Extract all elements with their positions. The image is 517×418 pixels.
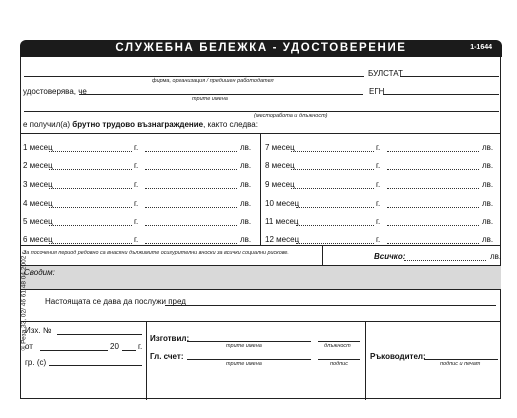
sodim-top-rule <box>21 265 501 266</box>
prepared-name-field[interactable] <box>187 341 311 342</box>
outgoing-number-label: Изх. № <box>25 326 52 335</box>
month-currency: лв. <box>482 235 494 244</box>
month-period-field[interactable] <box>291 169 374 170</box>
month-year-suffix: г. <box>376 180 381 189</box>
month-period-field[interactable] <box>296 243 374 244</box>
month-period-field[interactable] <box>49 225 132 226</box>
month-amount-field[interactable] <box>387 188 479 189</box>
sodim-label: Сводим: <box>24 268 55 277</box>
form-header <box>20 40 502 57</box>
chief-accountant-signature-field[interactable] <box>318 359 360 360</box>
month-amount-field[interactable] <box>145 151 237 152</box>
certifies-label: удостоверява, че <box>23 87 87 96</box>
month-label: 7 месец <box>265 143 295 152</box>
position-caption: (месторабота и длъжност) <box>254 113 328 119</box>
month-year-suffix: г. <box>376 217 381 226</box>
total-divider <box>322 246 323 265</box>
outgoing-from-label: от <box>25 342 33 351</box>
outgoing-year-suffix: г. <box>138 342 143 351</box>
month-year-suffix: г. <box>134 143 139 152</box>
sodim-bottom-rule <box>21 289 501 290</box>
month-currency: лв. <box>482 143 494 152</box>
month-period-field[interactable] <box>49 207 132 208</box>
months-divider <box>260 134 261 245</box>
side-print-info: ® Реза 33, 02/ 46 61 48 04.2002 г. <box>20 250 28 351</box>
outgoing-year-field[interactable] <box>122 350 136 351</box>
purpose-field[interactable] <box>165 305 496 306</box>
total-label: Всичко: <box>374 252 406 261</box>
month-amount-field[interactable] <box>145 188 237 189</box>
outgoing-city-label: гр. (с) <box>25 358 47 367</box>
month-currency: лв. <box>482 217 494 226</box>
total-field[interactable] <box>404 260 486 261</box>
egn-field[interactable] <box>383 94 499 95</box>
bottom-divider-2 <box>365 322 366 400</box>
month-label: 10 месец <box>265 199 300 208</box>
employer-caption: фирма, организация / предишен работодател <box>152 78 274 84</box>
month-period-field[interactable] <box>49 188 132 189</box>
month-amount-field[interactable] <box>387 225 479 226</box>
month-label: 1 месец <box>23 143 53 152</box>
month-period-field[interactable] <box>49 243 132 244</box>
month-period-field[interactable] <box>49 169 132 170</box>
month-amount-field[interactable] <box>145 225 237 226</box>
month-currency: лв. <box>240 199 252 208</box>
month-amount-field[interactable] <box>387 207 479 208</box>
month-amount-field[interactable] <box>145 207 237 208</box>
months-top-rule <box>21 133 501 134</box>
outgoing-number-field[interactable] <box>57 334 142 335</box>
month-label: 8 месец <box>265 161 295 170</box>
month-amount-field[interactable] <box>387 169 479 170</box>
month-year-suffix: г. <box>134 199 139 208</box>
prepared-position-caption: длъжност <box>324 343 351 349</box>
month-label: 2 месец <box>23 161 53 170</box>
bulstat-label: БУЛСТАТ <box>368 69 403 78</box>
form-title: СЛУЖЕБНА БЕЛЕЖКА - УДОСТОВЕРЕНИЕ <box>115 42 407 54</box>
bottom-divider-1 <box>146 322 147 400</box>
chief-accountant-signature-caption: подпис <box>330 361 348 367</box>
employee-name-caption: трите имена <box>192 96 228 102</box>
month-period-field[interactable] <box>291 188 374 189</box>
bottom-section-rule <box>21 321 501 322</box>
month-currency: лв. <box>240 217 252 226</box>
month-year-suffix: г. <box>134 161 139 170</box>
chief-accountant-label: Гл. счет: <box>150 352 184 361</box>
month-currency: лв. <box>240 161 252 170</box>
chief-accountant-name-field[interactable] <box>187 359 311 360</box>
egn-label: ЕГН <box>369 87 385 96</box>
outgoing-date-field[interactable] <box>40 350 108 351</box>
chief-accountant-names-caption: трите имена <box>226 361 262 367</box>
month-year-suffix: г. <box>134 180 139 189</box>
month-year-suffix: г. <box>134 235 139 244</box>
month-amount-field[interactable] <box>145 169 237 170</box>
month-year-suffix: г. <box>376 199 381 208</box>
sodim-band <box>21 265 501 289</box>
month-year-suffix: г. <box>134 217 139 226</box>
month-currency: лв. <box>482 180 494 189</box>
manager-signature-field[interactable] <box>424 359 498 360</box>
prepared-label: Изготвил: <box>150 334 190 343</box>
month-currency: лв. <box>482 199 494 208</box>
month-period-field[interactable] <box>291 151 374 152</box>
outgoing-year-label: 20 <box>110 342 119 351</box>
month-currency: лв. <box>240 235 252 244</box>
total-currency: лв. <box>490 252 502 261</box>
month-year-suffix: г. <box>376 235 381 244</box>
manager-caption: подпис и печат <box>440 361 481 367</box>
month-amount-field[interactable] <box>145 243 237 244</box>
month-period-field[interactable] <box>296 207 374 208</box>
month-label: 6 месец <box>23 235 53 244</box>
employer-field[interactable] <box>24 76 364 77</box>
month-amount-field[interactable] <box>387 243 479 244</box>
purpose-label: Настоящата се дава да послужи пред <box>45 297 186 306</box>
month-currency: лв. <box>240 180 252 189</box>
month-period-field[interactable] <box>49 151 132 152</box>
employee-name-field[interactable] <box>79 94 363 95</box>
prepared-names-caption: трите имена <box>226 343 262 349</box>
outgoing-city-field[interactable] <box>49 365 142 366</box>
income-statement: е получил(а) брутно трудово възнаграждение, както следва: <box>23 120 258 129</box>
month-label: 5 месец <box>23 217 53 226</box>
bulstat-field[interactable] <box>400 76 499 77</box>
position-field[interactable] <box>24 111 499 112</box>
month-currency: лв. <box>240 143 252 152</box>
month-label: 9 месец <box>265 180 295 189</box>
month-label: 4 месец <box>23 199 53 208</box>
note-text: За посочения период редовно са внасяни дължимите осигурителни вноски за всички социални рискове. <box>23 250 289 256</box>
month-label: 12 месец <box>265 235 300 244</box>
month-year-suffix: г. <box>376 143 381 152</box>
form-code: 1-1644 <box>470 44 492 51</box>
note-top-rule <box>21 245 501 246</box>
manager-label: Ръководител: <box>370 352 426 361</box>
prepared-position-field[interactable] <box>318 341 360 342</box>
month-label: 11 месец <box>265 217 299 226</box>
month-currency: лв. <box>482 161 494 170</box>
month-year-suffix: г. <box>376 161 381 170</box>
month-amount-field[interactable] <box>387 151 479 152</box>
month-period-field[interactable] <box>296 225 374 226</box>
month-label: 3 месец <box>23 180 53 189</box>
